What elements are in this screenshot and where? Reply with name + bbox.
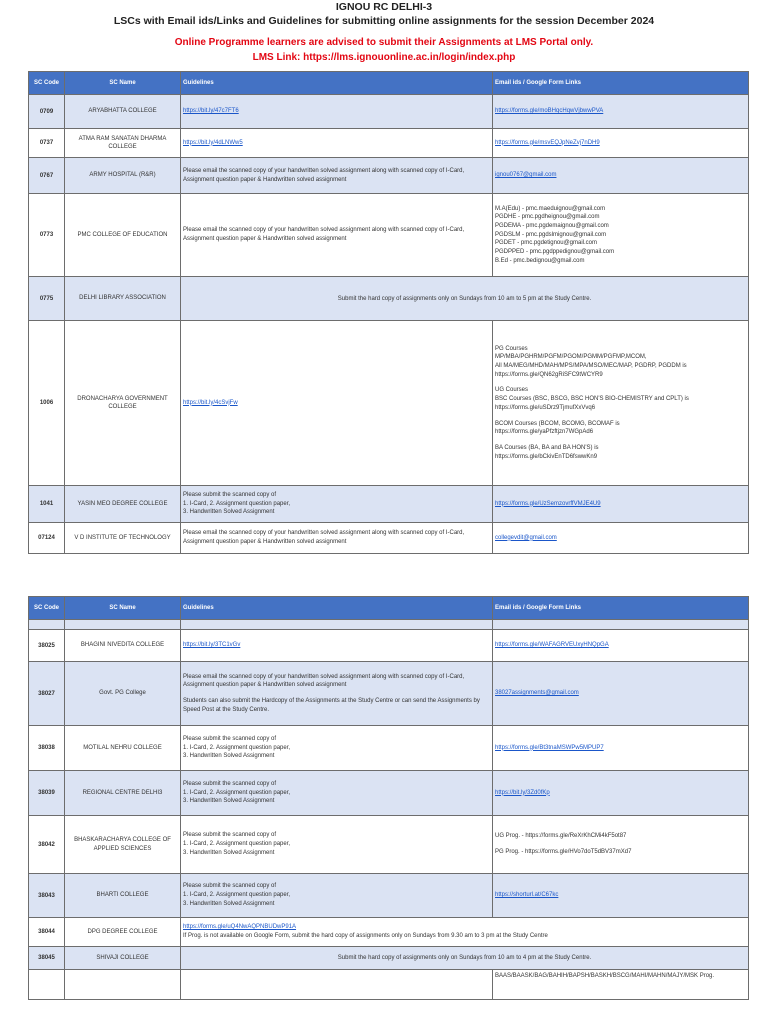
sc-code: 38027 <box>29 662 65 726</box>
sc-code: 0775 <box>29 277 65 321</box>
guideline-link[interactable]: https://bit.ly/4cSvjFw <box>183 399 238 406</box>
email-link[interactable]: https://bit.ly/3Zd0fKp <box>495 789 550 796</box>
table-row <box>29 158 749 194</box>
guideline-link[interactable]: https://bit.ly/4dLNWw5 <box>183 139 243 146</box>
guideline-with-note <box>181 918 749 947</box>
guideline-text: Please submit the scanned copy of 1. I-Card, 2. Assignment question paper, 3. Handwritten Solved Assignment <box>181 771 493 816</box>
guideline-extra: Students can also submit the Hardcopy of the Assignments at the Study Centre or can send the Assignments by Speed Post at the Study Centre. <box>183 698 480 713</box>
submission-note: Submit the hard copy of assignments only on Sundays from 10 am to 4 pm at the Study Centre. <box>181 947 749 970</box>
sc-name: MOTILAL NEHRU COLLEGE <box>65 726 181 771</box>
lms-notice: Online Programme learners are advised to submit their Assignments at LMS Portal only. <box>174 37 594 48</box>
col-sc-name: SC Name <box>65 72 181 95</box>
col-sc-code: SC Code <box>29 597 65 620</box>
guideline-text: Please email the scanned copy of your handwritten solved assignment along with scanned copy of I-Card, Assignment question paper & Handwritten solved assignment <box>181 158 493 194</box>
sc-code: 38025 <box>29 630 65 662</box>
sc-name: ARMY HOSPITAL (R&R) <box>65 158 181 194</box>
table-row <box>29 194 749 277</box>
sc-name: Govt. PG College <box>65 662 181 726</box>
col-sc-name: SC Name <box>65 597 181 620</box>
email-line[interactable]: PGDSLM - pmc.pgdslmignou@gmail.com <box>495 231 607 238</box>
email-link[interactable]: https://shorturl.at/C67kc <box>495 892 559 899</box>
email-line[interactable]: PGDPPED - pmc.pgdppedignou@gmail.com <box>495 249 615 256</box>
sc-code: 38043 <box>29 874 65 918</box>
col-email: Email ids / Google Form Links <box>493 72 749 95</box>
sc-name: ARYABHATTA COLLEGE <box>65 95 181 129</box>
sc-code: 38042 <box>29 816 65 874</box>
table-row <box>29 947 749 970</box>
lms-link[interactable]: LMS Link: https://lms.ignouonline.ac.in/login/index.php <box>252 52 516 63</box>
sc-name: ATMA RAM SANATAN DHARMA COLLEGE <box>65 129 181 158</box>
sc-code: 0737 <box>29 129 65 158</box>
sc-name: REGIONAL CENTRE DELHI3 <box>65 771 181 816</box>
email-line[interactable]: PGDEMA - pmc.pgdemaignou@gmail.com <box>495 222 609 229</box>
email-prog-list: BAAS/BAASK/BAG/BAHIH/BAPSH/BASKH/BSCG/MAHI/MAHN/MAJY/MSK Prog. <box>495 973 715 979</box>
google-form-link[interactable]: https://forms.gle/uQ4NwAQPNBUDwP91A <box>183 924 297 931</box>
sc-name: DPG DEGREE COLLEGE <box>65 918 181 947</box>
sc-code: 38039 <box>29 771 65 816</box>
email-line[interactable]: M.A(Edu) - pmc.maeduignou@gmail.com <box>495 205 606 212</box>
email-line[interactable]: PGDHE - pmc.pgdheignou@gmail.com <box>495 214 600 221</box>
email-link[interactable]: collegevdit@gmail.com <box>495 534 557 541</box>
table-row <box>29 321 749 486</box>
email-link[interactable]: ignou0767@gmail.com <box>495 172 557 179</box>
guideline-link[interactable]: https://bit.ly/3TC1vGv <box>183 642 241 649</box>
table-row <box>29 486 749 523</box>
table-row <box>29 523 749 554</box>
sc-code: 38044 <box>29 918 65 947</box>
submission-note: If Prog. is not available on Google Form, submit the hard copy of assignments only on Sundays from 9.30 am to 3 pm at the Study Centre <box>183 933 548 939</box>
sc-name: V D INSTITUTE OF TECHNOLOGY <box>65 523 181 554</box>
email-list <box>493 321 749 486</box>
page-title: IGNOU RC DELHI-3 <box>335 1 433 13</box>
table-row <box>29 630 749 662</box>
sc-code: 1006 <box>29 321 65 486</box>
sc-name: BHASKARACHARYA COLLEGE OF APPLIED SCIENCES <box>65 816 181 874</box>
table-row <box>29 816 749 874</box>
email-link[interactable]: https://forms.gle/WAFAGRVEUxyHNQpGA <box>495 642 609 649</box>
table-row <box>29 726 749 771</box>
table-row <box>29 277 749 321</box>
sc-code: 1041 <box>29 486 65 523</box>
guideline-link[interactable]: https://bit.ly/47c7FT6 <box>183 108 239 115</box>
sc-name: DRONACHARYA GOVERNMENT COLLEGE <box>65 321 181 486</box>
col-guidelines: Guidelines <box>181 72 493 95</box>
email-list <box>493 816 749 874</box>
guideline-text: Please submit the scanned copy of 1. I-Card, 2. Assignment question paper, 3. Handwritten Solved Assignment <box>181 486 493 523</box>
email-ug-courses: UG Courses BSC Courses (BSC, BSCG, BSC HON'S BIO-CHEMISTRY and CPLT) is https://forms.gle/uSDrz9TjmufXxVvq6 <box>495 387 689 411</box>
email-link[interactable]: 38027assignments@gmail.com <box>495 690 579 697</box>
email-link[interactable]: https://forms.gle/msvEQJpNeZvj7nDH9 <box>495 139 600 146</box>
col-email: Email ids / Google Form Links <box>493 597 749 620</box>
sc-name: PMC COLLEGE OF EDUCATION <box>65 194 181 277</box>
sc-code: 0767 <box>29 158 65 194</box>
table-row <box>29 771 749 816</box>
sc-code: 38038 <box>29 726 65 771</box>
guideline-text: Please submit the scanned copy of 1. I-Card, 2. Assignment question paper, 3. Handwritten Solved Assignment <box>181 726 493 771</box>
email-pg-prog[interactable]: PG Prog. - https://forms.gle/HVo7doT5dBV37mXd7 <box>495 849 632 855</box>
lsc-table-1 <box>28 71 749 554</box>
guideline-main: Please email the scanned copy of your handwritten solved assignment along with scanned copy of I-Card, Assignment question paper & Handwritten solved assignment <box>183 673 465 689</box>
col-sc-code: SC Code <box>29 72 65 95</box>
sc-name: YASIN MEO DEGREE COLLEGE <box>65 486 181 523</box>
sc-name: DELHI LIBRARY ASSOCIATION <box>65 277 181 321</box>
table-row <box>29 874 749 918</box>
email-line[interactable]: B.Ed - pmc.bedignou@gmail.com <box>495 257 585 264</box>
table-header-row <box>29 597 749 620</box>
sc-code: 38045 <box>29 947 65 970</box>
email-ba-courses: BA Courses (BA, BA and BA HON'S) is https://forms.gle/bCkivEnTD6fswwKn9 <box>495 444 599 460</box>
email-pg-courses: PG Courses MP/MBA/PGHRM/PGFM/PGOM/PGMM/PGFMP,MCOM, All MA/MEG/MHD/MAH/MPS/MPA/MSO/MEC/MAP, PGDRP, PGDDM is https://forms.gle/QN62gRiSFC9tWCYR9 <box>495 345 687 378</box>
table-header-row <box>29 72 749 95</box>
guideline-text: Please submit the scanned copy of 1. I-Card, 2. Assignment question paper, 3. Handwritten Solved Assignment <box>181 874 493 918</box>
sc-code: 0773 <box>29 194 65 277</box>
email-ug-prog[interactable]: UG Prog. - https://forms.gle/ReXrKhCMi4kF5ot87 <box>495 833 627 840</box>
email-link[interactable]: https://forms.gle/moBHqcHqwVjbwwPVA <box>495 108 604 115</box>
col-guidelines: Guidelines <box>181 597 493 620</box>
submission-note: Submit the hard copy of assignments only on Sundays from 10 am to 5 pm at the Study Centre. <box>181 277 749 321</box>
guideline-text: Please email the scanned copy of your handwritten solved assignment along with scanned copy of I-Card, Assignment question paper & Handwritten solved assignment <box>181 523 493 554</box>
guideline-text: Please submit the scanned copy of 1. I-Card, 2. Assignment question paper, 3. Handwritten Solved Assignment <box>181 816 493 874</box>
sc-name: BHARTI COLLEGE <box>65 874 181 918</box>
sc-code: 07124 <box>29 523 65 554</box>
sc-name: SHIVAJI COLLEGE <box>65 947 181 970</box>
page-subtitle: LSCs with Email ids/Links and Guidelines for submitting online assignments for the session December 2024 <box>113 15 655 27</box>
table-row <box>29 95 749 129</box>
sc-code: 0709 <box>29 95 65 129</box>
email-list <box>493 194 749 277</box>
table-row <box>29 662 749 726</box>
table-row <box>29 129 749 158</box>
email-bcom-courses: BCOM Courses (BCOM, BCOMG, BCOMAF is https://forms.gle/yaPfzftjzn7WGpAd6 <box>495 420 620 436</box>
table-row-partial <box>29 970 749 1000</box>
email-link[interactable]: https://forms.gle/Bt3tnaMSWPw5MPUP7 <box>495 744 604 751</box>
sc-name: BHAGINI NIVEDITA COLLEGE <box>65 630 181 662</box>
table-row-empty <box>29 620 749 630</box>
email-line[interactable]: PGDET - pmc.pgdetignou@gmail.com <box>495 240 598 247</box>
lsc-table-2 <box>28 596 749 1000</box>
email-link[interactable]: https://forms.gle/UzSemzovrffVMJE4U9 <box>495 500 601 507</box>
guideline-text <box>181 662 493 726</box>
table-row <box>29 918 749 947</box>
guideline-text: Please email the scanned copy of your handwritten solved assignment along with scanned copy of I-Card, Assignment question paper & Handwritten solved assignment <box>181 194 493 277</box>
